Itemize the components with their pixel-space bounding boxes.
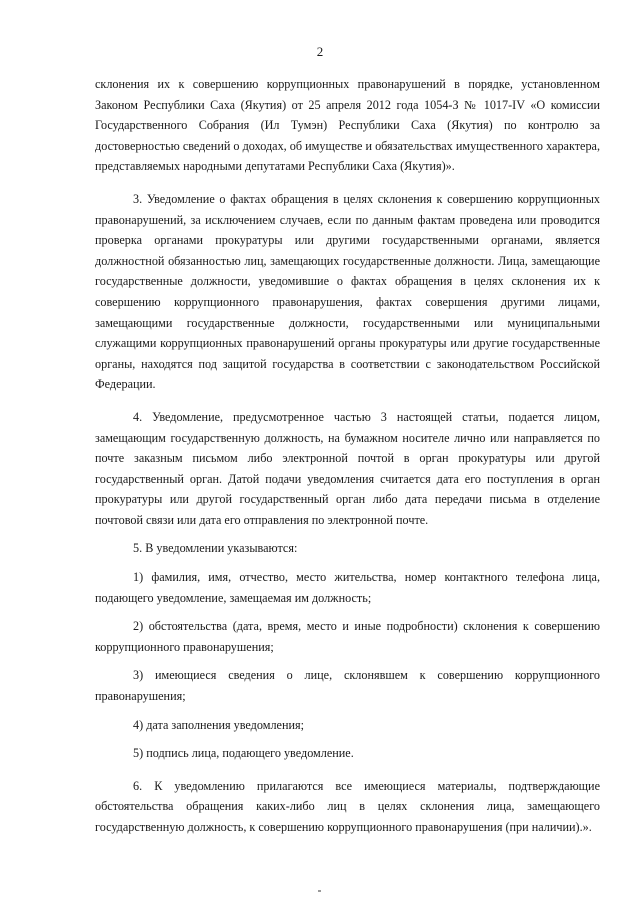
list-item-1: 1) фамилия, имя, отчество, место жительства, номер контактного телефона лица, подающего уведомление, замещаемая им должность;: [95, 570, 600, 605]
list-item-5: 5) подпись лица, подающего уведомление.: [133, 746, 354, 761]
list-item-2: 2) обстоятельства (дата, время, место и иные подробности) склонения к совершению коррупционного правонарушения;: [95, 619, 600, 654]
paragraph-continuation: склонения их к совершению коррупционных правонарушений в порядке, установленном Законом Республики Саха (Якутия) от 25 апреля 2012 года 1054-З № 1017-IV «О комиссии Государственного Собрания (Ил Тумэн) Республики Саха (Якутия) по контролю за достоверностью сведений о доходах, об имуществе и обязательствах имущественного характера, представляемых народными депутатами Республики Саха (Якутия)».: [95, 77, 600, 174]
paragraph-item-6: 6. К уведомлению прилагаются все имеющиеся материалы, подтверждающие обстоятельства обращения каких-либо лиц в целях склонения лица, замещающего государственную должность, к совершению коррупционного правонарушения (при наличии).».: [95, 778, 600, 834]
page-number: 2: [316, 44, 324, 59]
paragraph-item-5: 5. В уведомлении указываются:: [133, 541, 298, 556]
document-body: [95, 74, 600, 838]
list-item-3: 3) имеющиеся сведения о лице, склонявшем к совершению коррупционного правонарушения;: [95, 668, 600, 704]
list-item-4: 4) дата заполнения уведомления;: [133, 717, 304, 732]
paragraph-item-3: 3. Уведомление о фактах обращения в целях склонения к совершению коррупционных правонарушений, за исключением случаев, если по данным фактам проведена или проводится проверка органами прокуратуры или другими государственными органами, является должностной обязанностью лиц, замещающих государственные должности. Лица, замещающие государственные должности, уведомившие о фактах обращения в целях склонения их к совершению коррупционного правонарушения, фактах совершения другими лицами, замещающими государственные должности, государственными или муниципальными служащими коррупционных правонарушений органы прокуратуры или другие государственные органы, находятся под защитой государства в соответствии с законодательством Российской Федерации.: [95, 191, 600, 392]
paragraph-item-4: 4. Уведомление, предусмотренное частью 3 настоящей статьи, подается лицом, замещающим государственную должность, на бумажном носителе лично или направляется по почте заказным письмом либо электронной почтой в орган прокуратуры или другой государственный орган. Датой подачи уведомления считается дата его поступления в орган прокуратуры или другой государственный орган либо дата передачи письма в отделение почтовой связи или дата его отправления по электронной почте.: [95, 409, 600, 527]
scan-speck: [318, 890, 321, 892]
